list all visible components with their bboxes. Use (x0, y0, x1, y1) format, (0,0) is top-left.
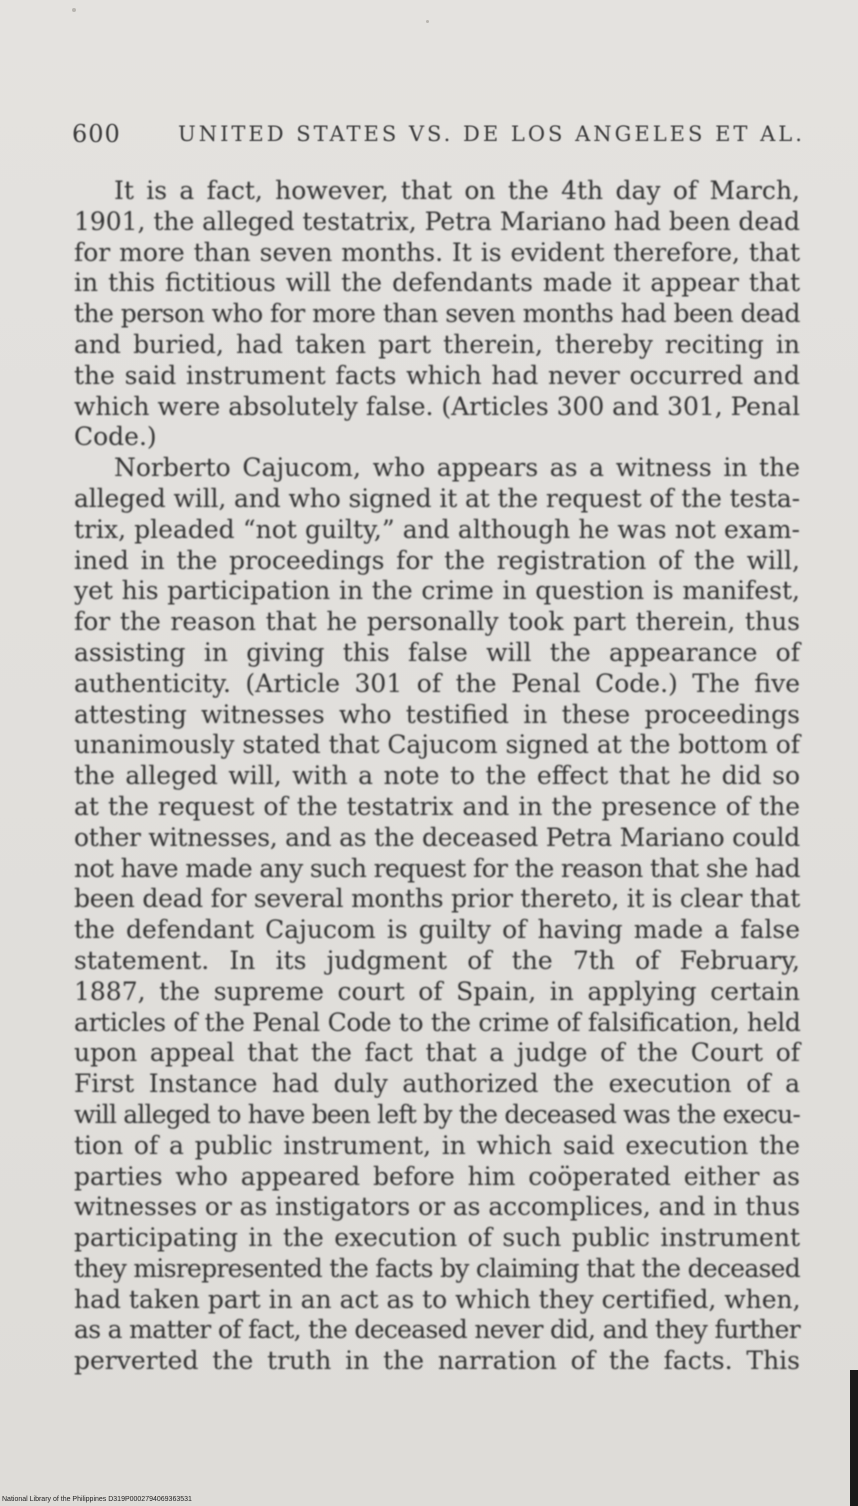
text-line: It is a fact, however, that on the 4th day of March, (114, 176, 800, 205)
text-line: statement. In its judgment of the 7th of February, (74, 945, 800, 975)
text-line: articles of the Penal Code to the crime of falsification, held (74, 1007, 801, 1037)
text-line: at the request of the testatrix and in the presence of the (74, 791, 800, 821)
text-line: which were absolutely false. (Articles 300 and 301, Penal (74, 391, 800, 421)
text-line: upon appeal that the fact that a judge of the Court of (74, 1038, 800, 1068)
text-line: the defendant Cajucom is guilty of having made a false (74, 915, 800, 945)
text-line: assisting in giving this false will the appearance of (74, 637, 800, 667)
text-line: the person who for more than seven months had been dead (74, 299, 801, 329)
page-header (72, 120, 805, 160)
text-line: the said instrument facts which had never occurred and (74, 360, 800, 390)
paragraph-1 (74, 176, 800, 453)
text-line: 1901, the alleged testatrix, Petra Mariano had been dead (74, 206, 800, 236)
text-line: witnesses or as instigators or as accomplices, and in thus (74, 1192, 801, 1222)
scan-speck (426, 20, 429, 23)
text-line: 1887, the supreme court of Spain, in applying certain (74, 976, 800, 1006)
scan-footer-label: National Library of the Philippines D319P0002794069363531 (2, 1496, 192, 1503)
page-number: 600 (72, 120, 121, 148)
text-line: authenticity. (Article 301 of the Penal Code.) The five (74, 668, 800, 698)
text-line: alleged will, and who signed it at the request of the testa- (74, 483, 800, 513)
text-line: perverted the truth in the narration of the facts. This (74, 1346, 800, 1376)
text-line: Code.) (74, 422, 157, 452)
running-head: UNITED STATES VS. DE LOS ANGELES ET AL. (178, 122, 805, 146)
text-line: unanimously stated that Cajucom signed at the bottom of (74, 730, 800, 760)
text-line: parties who appeared before him coöperated either as (74, 1161, 800, 1191)
text-line: and buried, had taken part therein, thereby reciting in (74, 329, 800, 359)
text-line: had taken part in an act as to which they certified, when, (74, 1284, 801, 1314)
text-line: ined in the proceedings for the registration of the will, (74, 545, 800, 575)
scan-page-edge (850, 1370, 858, 1506)
text-line: attesting witnesses who testified in these proceedings (74, 699, 800, 729)
text-line: First Instance had duly authorized the execution of a (74, 1069, 800, 1099)
text-line: trix, pleaded “not guilty,” and although he was not exam- (74, 514, 800, 544)
paragraph-2 (74, 453, 800, 1377)
text-line: the alleged will, with a note to the effect that he did so (74, 761, 800, 791)
text-line: Norberto Cajucom, who appears as a witness in the (114, 453, 800, 483)
text-line: participating in the execution of such public instrument (74, 1223, 800, 1253)
text-line: tion of a public instrument, in which said execution the (74, 1130, 800, 1160)
text-line: been dead for several months prior thereto, it is clear that (74, 884, 800, 914)
text-line: will alleged to have been left by the deceased was the execu- (74, 1099, 800, 1129)
text-line: they misrepresented the facts by claiming that the deceased (74, 1253, 800, 1283)
text-line: not have made any such request for the reason that she had (74, 853, 800, 883)
body-text (74, 176, 800, 1377)
text-line: for more than seven months. It is evident therefore, that (74, 237, 800, 267)
text-line: in this fictitious will the defendants made it appear that (74, 268, 800, 298)
text-line: as a matter of fact, the deceased never did, and they further (74, 1315, 800, 1345)
text-line: yet his participation in the crime in question is manifest, (74, 576, 800, 606)
scan-speck (72, 8, 76, 12)
text-line: other witnesses, and as the deceased Petra Mariano could (74, 822, 801, 852)
text-line: for the reason that he personally took part therein, thus (74, 607, 800, 637)
